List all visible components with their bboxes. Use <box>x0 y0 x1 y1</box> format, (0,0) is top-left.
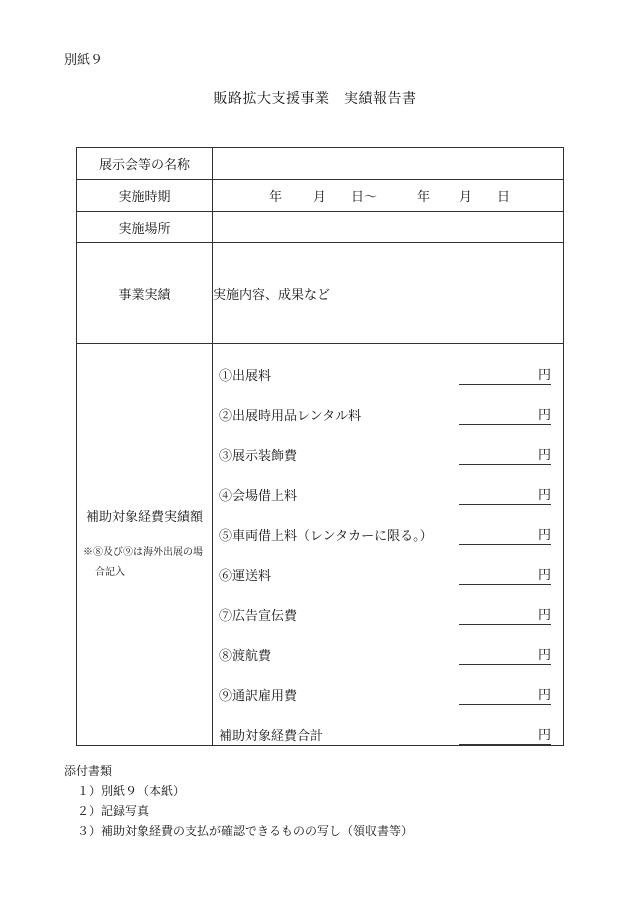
period-day-to: 日 <box>497 190 511 205</box>
cost-item-label: ③展示装飾費 <box>219 449 298 464</box>
cost-item-amount-field[interactable] <box>459 728 551 745</box>
cost-items-list <box>213 344 563 745</box>
cost-note <box>77 543 212 583</box>
cost-item-amount-field[interactable] <box>459 688 551 705</box>
cost-item-amount-field[interactable] <box>459 408 551 425</box>
cost-item-amount-field[interactable] <box>459 648 551 665</box>
cost-item-row <box>219 360 551 385</box>
cost-item-row <box>219 545 551 585</box>
yen-unit: 円 <box>537 568 551 583</box>
period-year-2: 年 <box>417 190 431 205</box>
cost-item-row <box>219 585 551 625</box>
period-field[interactable] <box>213 180 564 212</box>
yen-unit: 円 <box>537 528 551 543</box>
cost-item-label: 補助対象経費合計 <box>219 729 324 744</box>
cost-item-amount-field[interactable] <box>459 368 551 385</box>
attachment-item: ２）記録写真 <box>77 804 150 818</box>
cost-item-label: ①出展料 <box>219 369 272 384</box>
cost-item-amount-field[interactable] <box>459 528 551 545</box>
cost-note-line-2: 合記入 <box>95 567 125 578</box>
cost-item-row <box>219 465 551 505</box>
results-placeholder: 実施内容、成果など <box>213 287 331 303</box>
attachment-item: １）別紙９（本紙） <box>77 784 186 798</box>
yen-unit: 円 <box>537 608 551 623</box>
cost-item-row <box>219 665 551 705</box>
period-day-from: 日～ <box>351 190 378 205</box>
cost-item-label: ⑨通訳雇用費 <box>219 689 298 704</box>
cost-item-row <box>219 385 551 425</box>
venue-label: 実施場所 <box>77 212 213 243</box>
period-month: 月 <box>313 190 327 205</box>
cost-item-label: ④会場借上料 <box>219 489 298 504</box>
yen-unit: 円 <box>537 688 551 703</box>
yen-unit: 円 <box>537 648 551 663</box>
attachments-section <box>64 761 413 841</box>
cost-section-label <box>77 344 213 746</box>
cost-note-line-1: ※⑧及び⑨は海外出展の場 <box>83 547 203 558</box>
cost-items-cell <box>213 344 564 746</box>
cost-item-amount-field[interactable] <box>459 608 551 625</box>
cost-item-row <box>219 425 551 465</box>
yen-unit: 円 <box>537 728 551 743</box>
cost-title: 補助対象経費実績額 <box>85 510 203 525</box>
event-name-field[interactable] <box>213 148 564 180</box>
yen-unit: 円 <box>537 488 551 503</box>
cost-item-label: ⑦広告宣伝費 <box>219 609 298 624</box>
cost-item-row <box>219 625 551 665</box>
period-row <box>213 186 563 205</box>
cost-item-row <box>219 505 551 545</box>
results-label: 事業実績 <box>77 243 213 344</box>
period-month-2: 月 <box>459 190 473 205</box>
report-form-table <box>76 147 564 746</box>
venue-field[interactable] <box>213 212 564 243</box>
cost-item-amount-field[interactable] <box>459 488 551 505</box>
cost-item-row <box>219 705 551 745</box>
period-label: 実施時期 <box>77 180 213 212</box>
period-year: 年 <box>269 190 283 205</box>
event-name-label: 展示会等の名称 <box>77 148 213 180</box>
attachment-item: ３）補助対象経費の支払が確認できるものの写し（領収書等） <box>77 824 414 838</box>
results-field[interactable] <box>213 243 564 344</box>
cost-item-label: ⑤車両借上料（レンタカーに限る。） <box>219 529 433 544</box>
yen-unit: 円 <box>537 408 551 423</box>
cost-item-amount-field[interactable] <box>459 448 551 465</box>
appendix-label: 別紙９ <box>64 53 104 68</box>
document-title: 販路拡大支援事業 実績報告書 <box>213 91 417 107</box>
cost-item-label: ⑥運送料 <box>219 569 272 584</box>
cost-item-label: ⑧渡航費 <box>219 649 272 664</box>
cost-item-label: ②出展時用品レンタル料 <box>219 409 362 424</box>
yen-unit: 円 <box>537 368 551 383</box>
attachments-heading: 添付書類 <box>64 764 113 778</box>
yen-unit: 円 <box>537 448 551 463</box>
cost-item-amount-field[interactable] <box>459 568 551 585</box>
